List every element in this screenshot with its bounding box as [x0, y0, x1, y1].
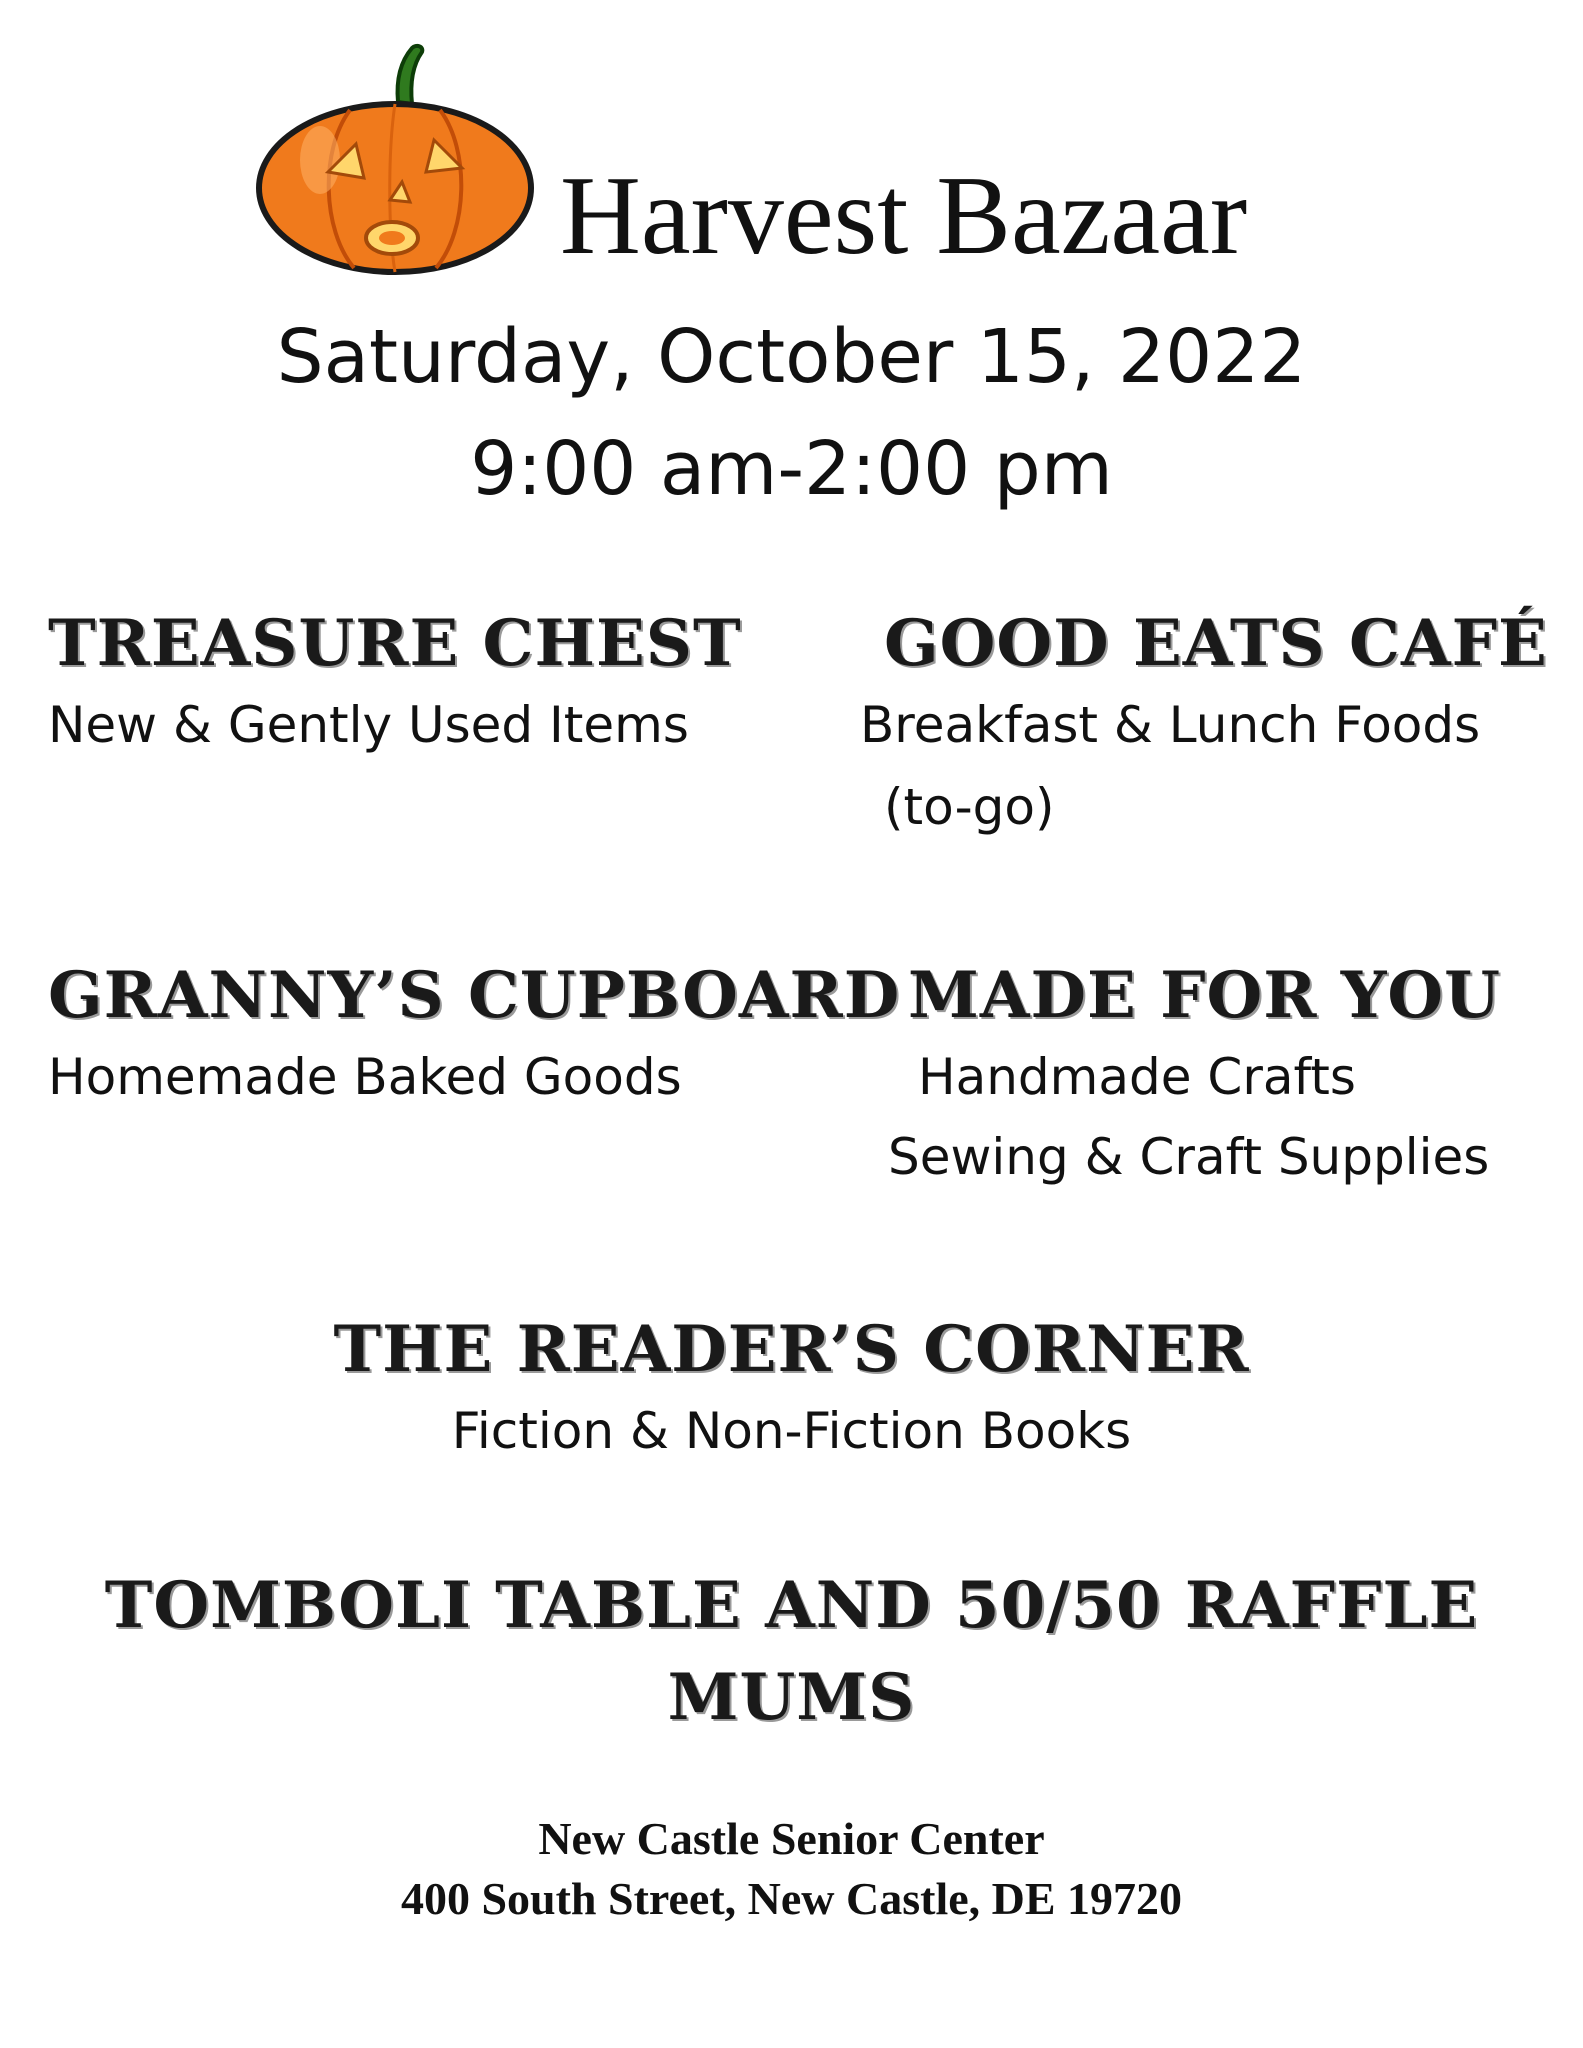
venue-address: 400 South Street, New Castle, DE 19720 — [400, 1873, 1183, 1924]
event-date: Saturday, October 15, 2022 — [276, 314, 1307, 400]
event-time: 9:00 am-2:00 pm — [470, 426, 1113, 512]
event-title: Harvest Bazaar — [560, 154, 1248, 278]
venue-name: New Castle Senior Center — [538, 1813, 1045, 1864]
jack-o-lantern-pumpkin-icon — [250, 40, 540, 280]
treasure-chest-heading: TREASURE CHEST — [48, 606, 742, 681]
readers-corner-description: Fiction & Non-Fiction Books — [451, 1402, 1132, 1460]
readers-corner-heading: THE READER’S CORNER — [333, 1312, 1250, 1387]
grannys-cupboard-heading: GRANNY’S CUPBOARD — [48, 958, 901, 1033]
made-for-you-heading: MADE FOR YOU — [908, 958, 1501, 1033]
good-eats-cafe-description: Breakfast & Lunch Foods — [860, 696, 1481, 754]
made-for-you-description-supplies: Sewing & Craft Supplies — [888, 1128, 1490, 1186]
good-eats-cafe-heading: GOOD EATS CAFÉ — [884, 606, 1548, 681]
treasure-chest-description: New & Gently Used Items — [48, 696, 689, 754]
tomboli-raffle-heading: TOMBOLI TABLE AND 50/50 RAFFLE — [104, 1568, 1479, 1643]
grannys-cupboard-description: Homemade Baked Goods — [48, 1048, 682, 1106]
made-for-you-description-crafts: Handmade Crafts — [918, 1048, 1356, 1106]
mums-heading: MUMS — [667, 1660, 916, 1735]
good-eats-cafe-note: (to-go) — [884, 778, 1055, 836]
